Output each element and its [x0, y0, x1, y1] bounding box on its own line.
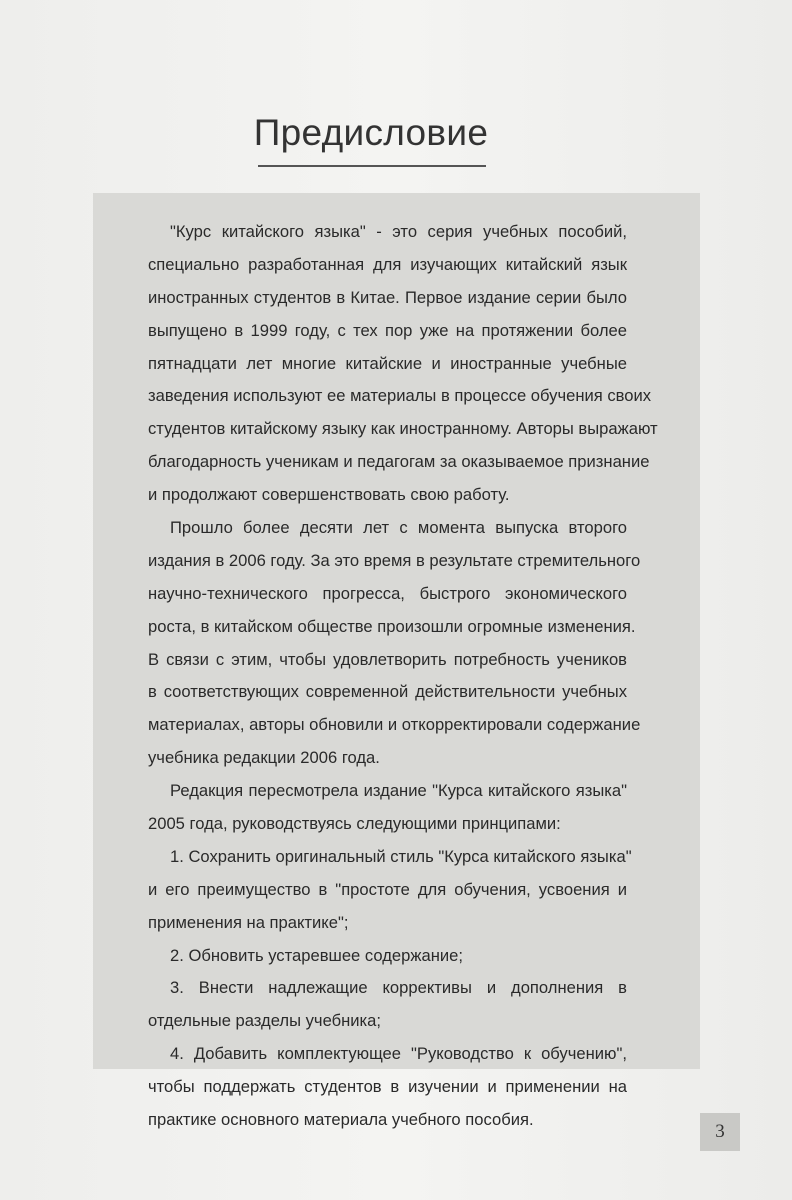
text-line: 4. Добавить комплектующее "Руководство к обучению",: [170, 1044, 627, 1064]
text-line: 2005 года, руководствуясь следующими принципами:: [148, 814, 561, 834]
title-underline: [258, 165, 486, 167]
text-line: издания в 2006 году. За это время в результате стремительного: [148, 550, 641, 570]
text-line: 2. Обновить устаревшее содержание;: [170, 945, 463, 965]
text-line: студентов китайскому языку как иностранному. Авторы выражают: [148, 419, 658, 439]
text-line: заведения используют ее материалы в процессе обучения своих: [148, 386, 652, 406]
text-line: Редакция пересмотрела издание "Курса китайского языка": [170, 781, 627, 801]
text-line: научно-технического прогресса, быстрого экономического: [148, 583, 627, 603]
text-line: "Курс китайского языка" - это серия учебных пособий,: [170, 222, 627, 241]
paragraph: [148, 775, 627, 841]
text-line: 1. Сохранить оригинальный стиль "Курса китайского языка": [170, 846, 632, 866]
text-line: 3. Внести надлежащие коррективы и дополнения в: [170, 978, 627, 998]
text-line: материалах, авторы обновили и откорректировали содержание: [148, 715, 641, 735]
text-line: применения на практике";: [148, 912, 349, 932]
page-number: 3: [715, 1121, 725, 1142]
text-line: отдельные разделы учебника;: [148, 1011, 382, 1031]
text-line: специально разработанная для изучающих китайский язык: [148, 254, 627, 274]
paragraph: [148, 841, 632, 940]
text-line: роста, в китайском обществе произошли огромные изменения.: [148, 616, 636, 636]
text-line: в соответствующих современной действительности учебных: [148, 682, 627, 702]
text-line: Прошло более десяти лет с момента выпуска второго: [170, 518, 627, 538]
text-line: пятнадцати лет многие китайские и иностранные учебные: [148, 353, 627, 373]
page-number-box: [700, 1113, 740, 1151]
paragraph: [148, 512, 641, 775]
text-line: практике основного материала учебного пособия.: [148, 1110, 534, 1130]
text-line: учебника редакции 2006 года.: [148, 748, 380, 768]
paragraph: [148, 940, 627, 973]
paragraph: [148, 972, 627, 1038]
text-line: чтобы поддержать студентов в изучении и применении на: [148, 1077, 627, 1097]
text-line: и его преимущество в "простоте для обучения, усвоения и: [148, 879, 627, 899]
text-line: В связи с этим, чтобы удовлетворить потребность учеников: [148, 649, 627, 669]
text-line: благодарность ученикам и педагогам за оказываемое признание: [148, 452, 650, 472]
preface-text: [148, 216, 658, 1137]
paragraph: [148, 216, 658, 512]
text-line: выпущено в 1999 году, с тех пор уже на протяжении более: [148, 320, 627, 340]
page-title: Предисловие: [253, 112, 489, 153]
text-line: иностранных студентов в Китае. Первое издание серии было: [148, 287, 627, 307]
paragraph: [148, 1038, 627, 1137]
text-line: и продолжают совершенствовать свою работу.: [148, 485, 510, 505]
